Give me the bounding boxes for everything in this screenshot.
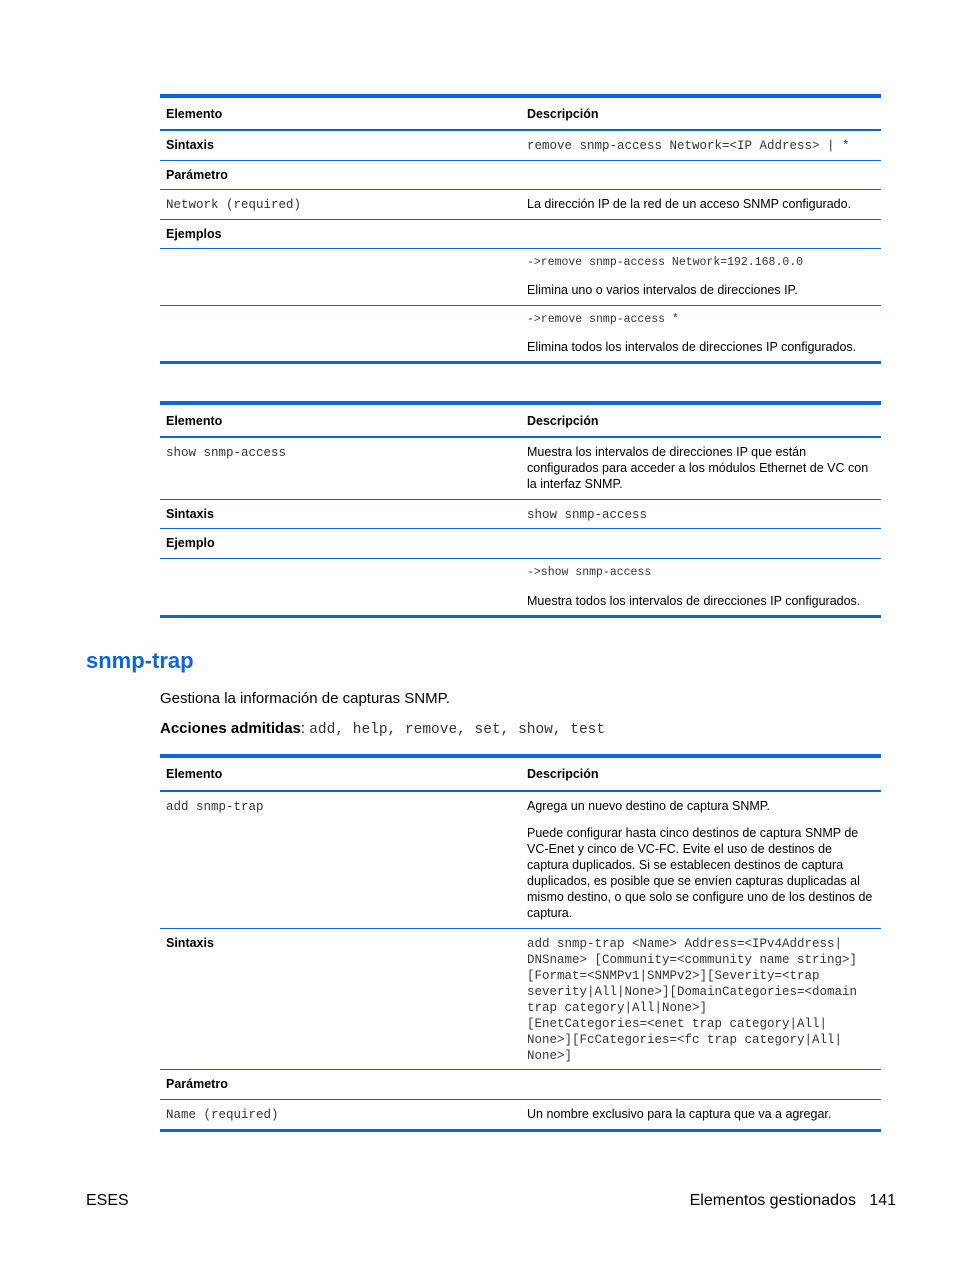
syntax-value: show snmp-access: [521, 499, 881, 528]
header-descripcion: Descripción: [521, 96, 881, 130]
actions-colon: :: [300, 720, 306, 737]
cmd-desc-2: Puede configurar hasta cinco destinos de captura SNMP de VC-Enet y cinco de VC-FC. Evite el uso de destinos de captura duplicados. Si se establecen destinos de captura duplicados, es posible que se envíen capturas duplicadas al mismo destino, o que solo se configure uno de los destinos de captura.: [527, 826, 873, 920]
table-add-snmp-trap: [160, 754, 881, 1132]
header-elemento: Elemento: [160, 756, 521, 791]
cmd-desc: Muestra los intervalos de direcciones IP que están configurados para acceder a los módulos Ethernet de VC con la interfaz SNMP.: [521, 437, 881, 499]
empty-cell: [521, 160, 881, 189]
empty-cell: [521, 219, 881, 248]
actions-label: Acciones admitidas: [160, 720, 301, 737]
syntax-line: DNSname> [Community=<community name string>]: [527, 952, 858, 967]
example1: [521, 248, 881, 305]
param-label: Parámetro: [160, 160, 521, 189]
param-desc: Un nombre exclusivo para la captura que va a agregar.: [521, 1099, 881, 1130]
example2-cmd: ->remove snmp-access *: [527, 312, 679, 326]
cmd-name: add snmp-trap: [160, 791, 521, 928]
example-cmd: ->show snmp-access: [527, 565, 652, 579]
header-elemento: Elemento: [160, 96, 521, 130]
syntax-line: severity|All|None>][DomainCategories=<domain: [527, 984, 858, 999]
table-remove-snmp-access: [160, 94, 881, 364]
syntax-label: Sintaxis: [160, 130, 521, 160]
example1-cmd: ->remove snmp-access Network=192.168.0.0: [527, 255, 804, 269]
header-descripcion: Descripción: [521, 756, 881, 791]
cmd-name: show snmp-access: [160, 437, 521, 499]
footer-page-info: [690, 1192, 896, 1210]
syntax-line: [Format=<SNMPv1|SNMPv2>][Severity=<trap: [527, 968, 820, 983]
empty-cell: [521, 528, 881, 558]
empty-cell: [160, 558, 521, 616]
table-show-snmp-access: [160, 401, 881, 618]
empty-cell: [160, 305, 521, 362]
header-descripcion: Descripción: [521, 403, 881, 437]
syntax-value: remove snmp-access Network=<IP Address> | *: [521, 130, 881, 160]
footer-locale: ESES: [86, 1192, 129, 1209]
param-name: Name (required): [160, 1099, 521, 1130]
header-elemento: Elemento: [160, 403, 521, 437]
syntax-label: Sintaxis: [160, 499, 521, 528]
param-desc: La dirección IP de la red de un acceso SNMP configurado.: [521, 189, 881, 219]
section-intro: Gestiona la información de capturas SNMP.: [160, 690, 450, 707]
syntax-value: [521, 928, 881, 1069]
param-name: Network (required): [160, 189, 521, 219]
syntax-line: [EnetCategories=<enet trap category|All|: [527, 1016, 828, 1031]
actions-list: add, help, remove, set, show, test: [309, 722, 606, 738]
empty-cell: [160, 248, 521, 305]
empty-cell: [521, 1069, 881, 1099]
footer-section-name: Elementos gestionados: [689, 1192, 856, 1209]
param-label: Parámetro: [160, 1069, 521, 1099]
footer-page-number: 141: [869, 1192, 896, 1209]
syntax-line: None>]: [527, 1048, 573, 1063]
supported-actions: [160, 720, 605, 738]
cmd-desc-1: Agrega un nuevo destino de captura SNMP.: [527, 799, 770, 813]
cmd-desc: [521, 791, 881, 928]
example1-desc: Elimina uno o varios intervalos de direcciones IP.: [527, 282, 798, 297]
examples-label: Ejemplos: [160, 219, 521, 248]
example-label: Ejemplo: [160, 528, 521, 558]
example2-desc: Elimina todos los intervalos de direcciones IP configurados.: [527, 339, 857, 354]
syntax-line: None>][FcCategories=<fc trap category|All|: [527, 1032, 843, 1047]
example-desc: Muestra todos los intervalos de direcciones IP configurados.: [527, 593, 861, 608]
syntax-line: trap category|All|None>]: [527, 1000, 708, 1015]
section-title: snmp-trap: [86, 648, 194, 673]
syntax-line: add snmp-trap <Name> Address=<IPv4Address|: [527, 936, 843, 951]
example: [521, 558, 881, 616]
syntax-label: Sintaxis: [160, 928, 521, 1069]
example2: [521, 305, 881, 362]
